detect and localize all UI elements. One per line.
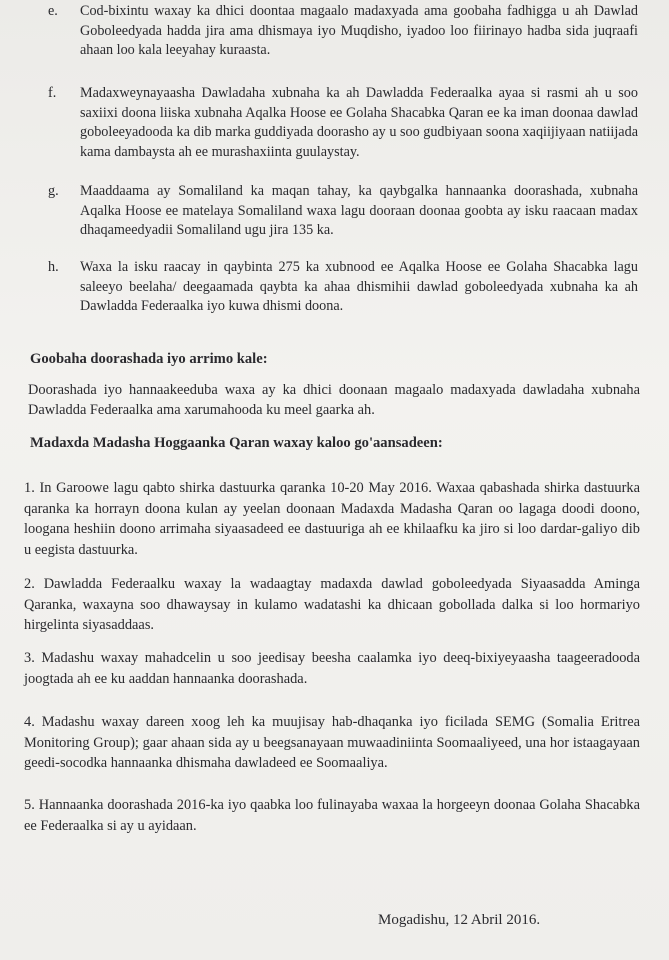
list-letter: g. [48,183,59,199]
list-letter: h. [48,259,59,275]
list-item-f [48,84,638,162]
list-item-g [48,182,638,241]
section-heading-decisions: Madaxda Madasha Hoggaanka Qaran waxay kaloo go'aansadeen: [30,435,443,451]
signature-date: Mogadishu, 12 Abril 2016. [378,912,541,928]
decision-point-4: 4. Madashu waxay dareen xoog leh ka muujisay hab-dhaqanka iyo ficilada SEMG (Somalia Eritrea Monitoring Group); gaar ahaan sida ay u beegsanayaan muwaadiniinta Soomaaliyeed, una hor istaagayaan geedi-socodka hannaanka dhismaha dawladeed ee Soomaaliya. [24,714,640,771]
section-paragraph-locations: Doorashada iyo hannaakeeduba waxa ay ka dhici doonaan magaalo madaxyada dawladaha xubnaha Dawladda Federaalka ama xarumahooda ku meel gaarka ah. [28,382,640,418]
list-letter: f. [48,85,57,101]
list-letter: e. [48,3,58,19]
decision-point-1: 1. In Garoowe lagu qabto shirka dastuurka qaranka 10-20 May 2016. Waxaa qabashada shirka dastuurka qaranka ka horrayn doona kulan ay yeelan doonaan Madaxda Madasha Qaran oo lagaga doodi doono, loogana heshiin doono arrimaha siyaasadeed ee dastuuriga ah ee khilaafku ka jiro si loo dardar-galiyo dib u eegista dastuurka. [24,480,640,558]
list-text: Cod-bixintu waxay ka dhici doontaa magaalo madaxyada ama goobaha fadhigga u ah Dawlad Goboleedyada hadda jira ama dhismaya iyo Muqdisho, iyadoo loo fiirinayo hadba sida juqraafi ahaan loo kala leeyahay kuraasta. [80,3,638,58]
decision-point-2: 2. Dawladda Federaalku waxay la wadaagtay madaxda dawlad goboleedyada Siyaasadda Aminga Qaranka, waxayna soo dhawaysay in kulamo wadatashi ka dhicaan gobollada dalka si loo hormariyo hirgelinta siyasaddaas. [24,576,640,633]
list-text: Waxa la isku raacay in qaybinta 275 ka xubnood ee Aqalka Hoose ee Golaha Shacabka lagu saleeyo beelaha/ deegaamada qaybta ka ahaa dhismihii dawlad goboleedyada xubnaha ka ah Dawladda Federaalka iyo kuwa dhismi doona. [80,259,638,314]
list-item-e [48,2,638,61]
list-item-h [48,258,638,317]
section-heading-locations: Goobaha doorashada iyo arrimo kale: [30,351,268,367]
decision-point-5: 5. Hannaanka doorashada 2016-ka iyo qaabka loo fulinayaba waxaa la horgeeyn doonaa Golaha Shacabka ee Federaalka si ay u ayidaan. [24,797,640,834]
list-text: Maaddaama ay Somaliland ka maqan tahay, ka qaybgalka hannaanka doorashada, xubnaha Aqalka Hoose ee matelaya Somaliland waxa lagu dooraan doonaa goobta ay isku raacaan madax dhaqameedyadii Somaliland ugu jira 135 ka. [80,183,638,238]
decision-point-3: 3. Madashu waxay mahadcelin u soo jeedisay beesha caalamka iyo deeq-bixiyeyaasha taageeradooda joogtada ah ee ku aaddan hannaanka doorashada. [24,650,640,687]
list-text: Madaxweynayaasha Dawladaha xubnaha ka ah Dawladda Federaalka ayaa si rasmi ah u soo saxiixi doona liiska xubnaha Aqalka Hoose ee Golaha Shacabka Qaran ee ka iman doonaa dawlad goboleeyadooda ka dib marka guddiyada doorasho ay u soo gudbiyaan soona xaqiijiyaan natiijada kama dambaysta ah ee murashaxiinta guulaystay. [80,85,638,160]
